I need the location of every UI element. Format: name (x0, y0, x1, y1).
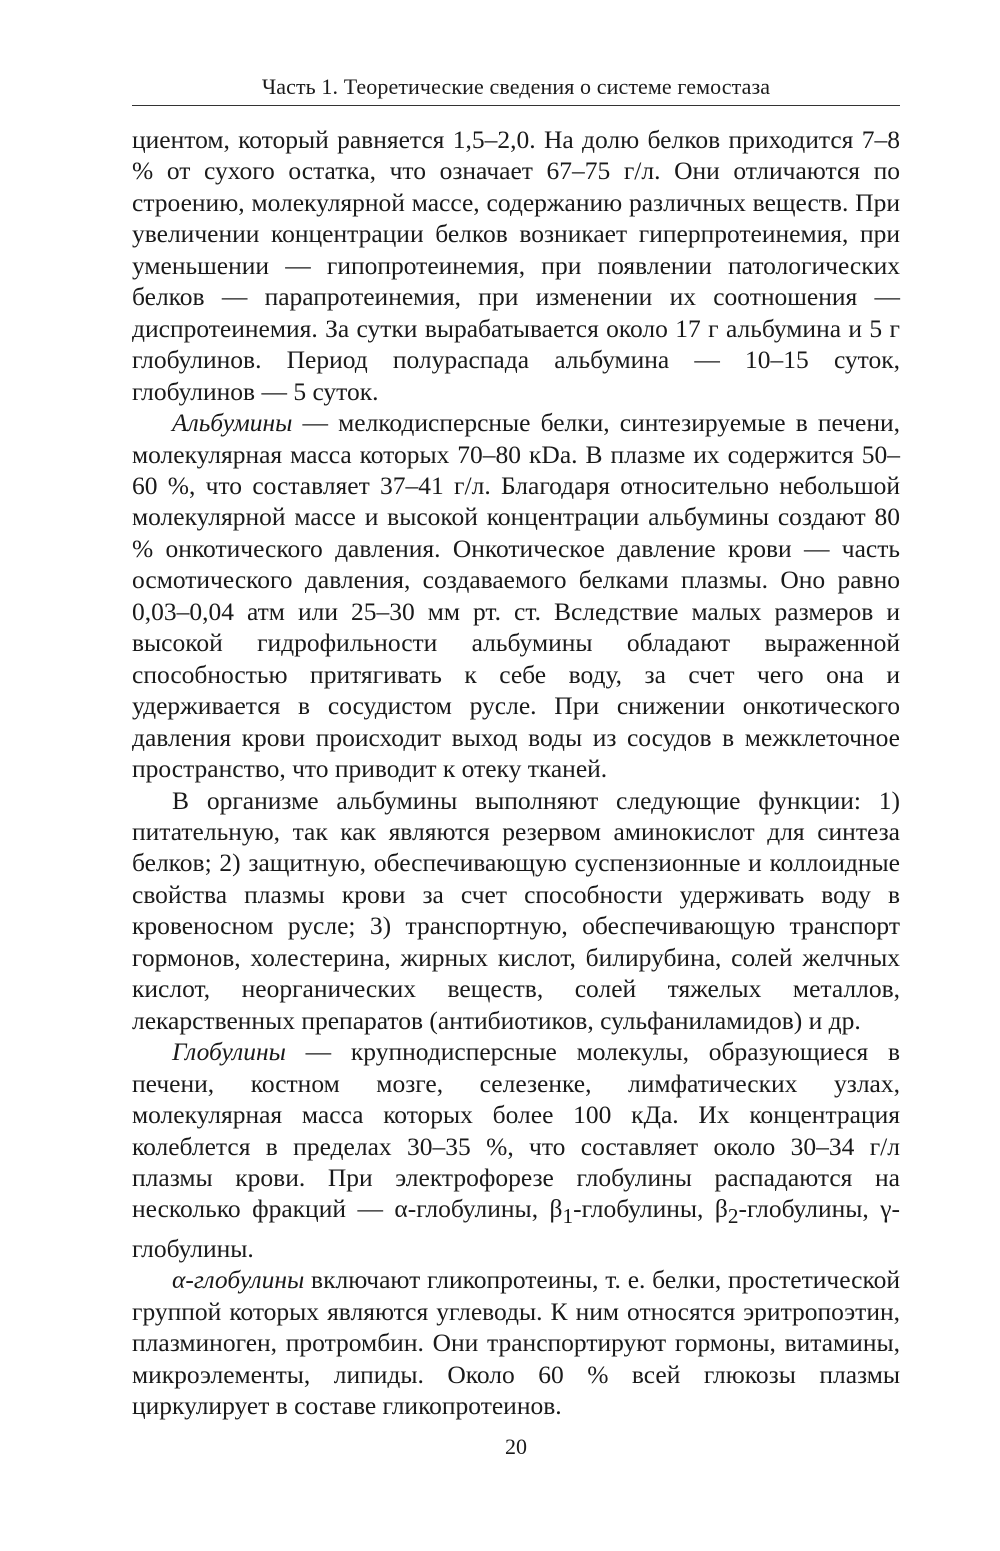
paragraph-globulins-text-a: — крупнодисперсные молекулы, образующиеся в печени, костном мозге, селезенке, лимфатических узлах, молекулярная масса которых более 100 кДа. Их концентрация колеблется в пределах 30–35 %, что составляет около 30–34 г/л плазмы крови. При электрофорезе глобулины распадаются на несколько фракций — α-глобулины, β (132, 1037, 900, 1224)
paragraph-functions (132, 785, 900, 1037)
beta-subscript-1: 1 (562, 1204, 574, 1229)
paragraph-alpha-globulins (132, 1264, 900, 1421)
paragraph-globulins (132, 1036, 900, 1264)
paragraph-globulins-text-c: -глобулины, γ-глобулины. (132, 1194, 900, 1263)
beta-subscript-2: 2 (727, 1204, 739, 1229)
header-rule (132, 105, 900, 106)
page-number: 20 (505, 1434, 527, 1459)
term-albumins: Альбумины (172, 408, 293, 438)
paragraph-albumins-text: — мелкодисперсные белки, синтезируемые в печени, молекулярная масса которых 70–80 кDa. В плазме их содержится 50–60 %, что составляет 37–41 г/л. Благодаря относительно небольшой молекулярной массе и высокой концентрации альбумины создают 80 % онкотического давления. Онкотическое давление крови — часть осмотического давления, создаваемого белками плазмы. Оно равно 0,03–0,04 атм или 25–30 мм рт. ст. Вследствие малых размеров и высокой гидрофильности альбумины обладают выраженной способностью притягивать к себе воду, за счет чего она и удерживается в сосудистом русле. При снижении онкотического давления крови происходит выход воды из сосудов в межклеточное пространство, что приводит к отеку тканей. (132, 408, 900, 784)
paragraph-1 (132, 124, 900, 407)
book-page (132, 0, 900, 1551)
paragraph-albumins (132, 407, 900, 784)
running-head: Часть 1. Теоретические сведения о системе гемостаза (261, 74, 771, 99)
paragraph-1-text: циентом, который равняется 1,5–2,0. На долю белков приходится 7–8 % от сухого остатка, что означает 67–75 г/л. Они отличаются по строению, молекулярной массе, содержанию различных веществ. При увеличении концентрации белков возникает гиперпротеинемия, при уменьшении — гипопротеинемия, при появлении патологических белков — парапротеинемия, при изменении их соотношения — диспротеинемия. За сутки вырабатывается около 17 г альбумина и 5 г глобулинов. Период полураспада альбумина — 10–15 суток, глобулинов — 5 суток. (132, 125, 900, 406)
term-globulins: Глобулины (172, 1037, 286, 1067)
paragraph-functions-text: В организме альбумины выполняют следующие функции: 1) питательную, так как являются резервом аминокислот для синтеза белков; 2) защитную, обеспечивающую суспензионные и коллоидные свойства плазмы крови за счет способности удерживать воду в кровеносном русле; 3) транспортную, обеспечивающую транспорт гормонов, холестерина, жирных кислот, билирубина, солей желчных кислот, неорганических веществ, солей тяжелых металлов, лекарственных препаратов (антибиотиков, сульфаниламидов) и др. (132, 785, 900, 1035)
term-alpha-globulins: α-глобулины (172, 1265, 305, 1295)
body-text (132, 124, 900, 1422)
paragraph-globulins-text-b: -глобулины, β (573, 1194, 728, 1224)
paragraph-alpha-globulins-text: включают гликопротеины, т. е. белки, простетической группой которых являются углеводы. К ним относятся эритропоэтин, плазминоген, протромбин. Они транспортируют гормоны, витамины, микроэлементы, липиды. Около 60 % всей глюкозы плазмы циркулирует в составе гликопротеинов. (132, 1265, 900, 1421)
